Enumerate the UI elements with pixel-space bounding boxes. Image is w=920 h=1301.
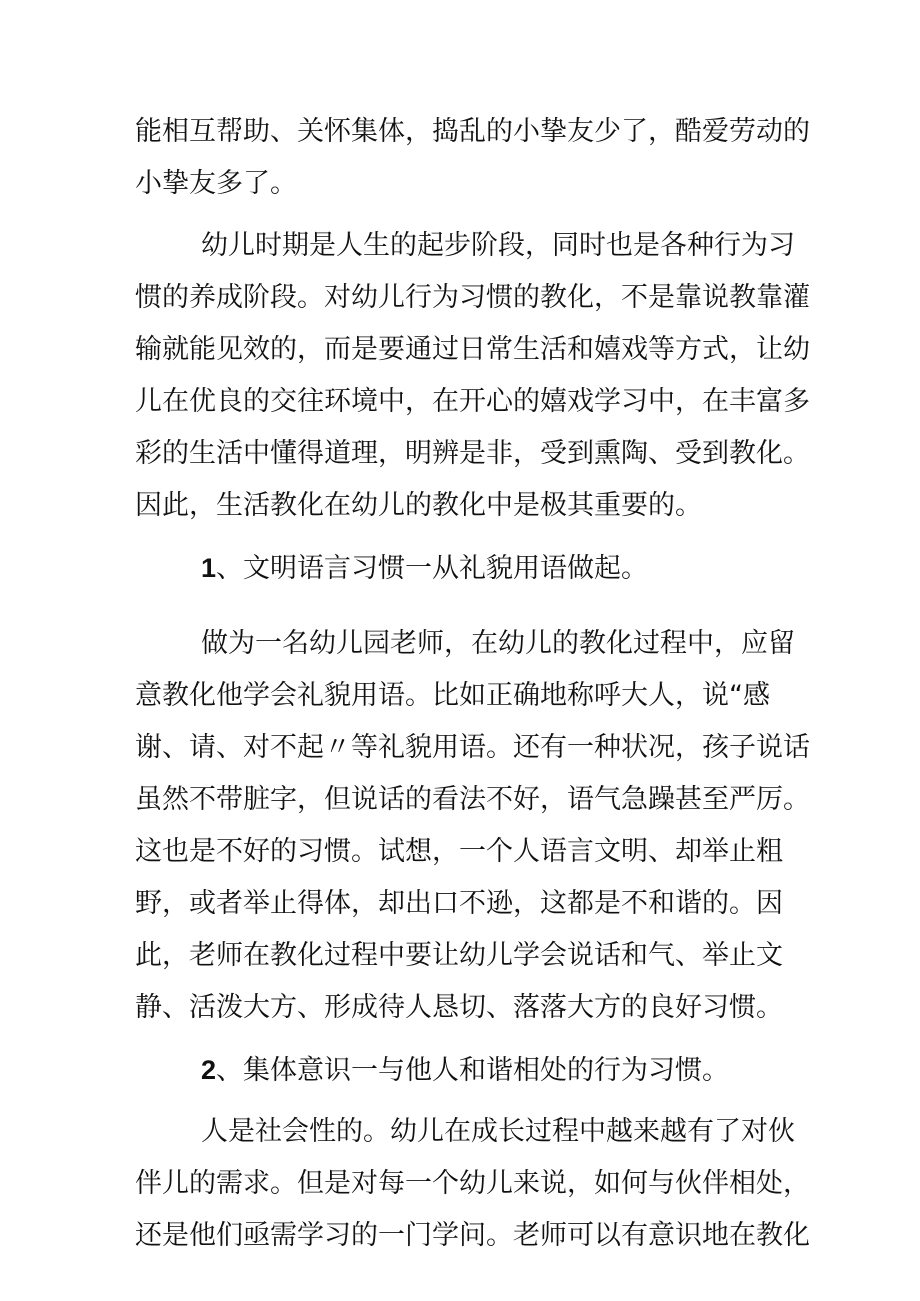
text-line: 谢、请、对不起〃等礼貌用语。还有一种状况，孩子说话 <box>135 732 810 763</box>
text-line: 输就能见效的，而是要通过日常生活和嬉戏等方式，让幼 <box>135 334 810 365</box>
text-line: 儿在优良的交往环境中，在开心的嬉戏学习中，在丰富多 <box>135 386 810 417</box>
text-line: 这也是不好的习惯。试想，一个人语言文明、却举止粗 <box>135 836 783 867</box>
heading-number: 1 <box>201 553 217 583</box>
section-heading-2 <box>135 1044 797 1096</box>
text-line: 还是他们亟需学习的一门学问。老师可以有意识地在教化 <box>135 1220 810 1251</box>
heading-number: 2 <box>201 1055 217 1085</box>
text-line: 彩的生活中懂得道理，明辨是非，受到熏陶、受到教化。 <box>135 438 810 469</box>
paragraph-early-childhood <box>135 220 810 532</box>
paragraph-polite-language <box>135 618 810 1034</box>
text-line: 惯的养成阶段。对幼儿行为习惯的教化，不是靠说教靠灌 <box>135 282 810 313</box>
text-line: 意教化他学会礼貌用语。比如正确地称呼大人，说“感 <box>135 680 770 711</box>
paragraph-continuation <box>135 106 810 210</box>
text-line: 能相互帮助、关怀集体，捣乱的小挚友少了，酷爱劳动的 <box>135 116 810 147</box>
text-line: 小挚友多了。 <box>135 168 297 199</box>
text-line: 人是社会性的。幼儿在成长过程中越来越有了对伙 <box>201 1116 795 1147</box>
text-line: 幼儿时期是人生的起步阶段，同时也是各种行为习 <box>201 230 795 261</box>
text-line: 此，老师在教化过程中要让幼儿学会说话和气、举止文 <box>135 940 783 971</box>
heading-text: 、文明语言习惯一从礼貌用语做起。 <box>216 553 649 584</box>
text-line: 伴儿的需求。但是对每一个幼儿来说，如何与伙伴相处， <box>135 1168 810 1199</box>
text-line: 野，或者举止得体，却出口不逊，这都是不和谐的。因 <box>135 888 783 919</box>
text-line: 做为一名幼儿园老师，在幼儿的教化过程中，应留 <box>201 628 795 659</box>
text-line: 虽然不带脏字，但说话的看法不好，语气急躁甚至严厉。 <box>135 784 810 815</box>
section-heading-1 <box>135 542 797 594</box>
text-line: 因此，生活教化在幼儿的教化中是极其重要的。 <box>135 490 702 521</box>
text-line: 静、活泼大方、形成待人恳切、落落大方的良好习惯。 <box>135 992 783 1023</box>
document-page <box>135 106 810 1262</box>
paragraph-social-nature <box>135 1106 810 1262</box>
heading-text: 、集体意识一与他人和谐相处的行为习惯。 <box>216 1055 730 1086</box>
